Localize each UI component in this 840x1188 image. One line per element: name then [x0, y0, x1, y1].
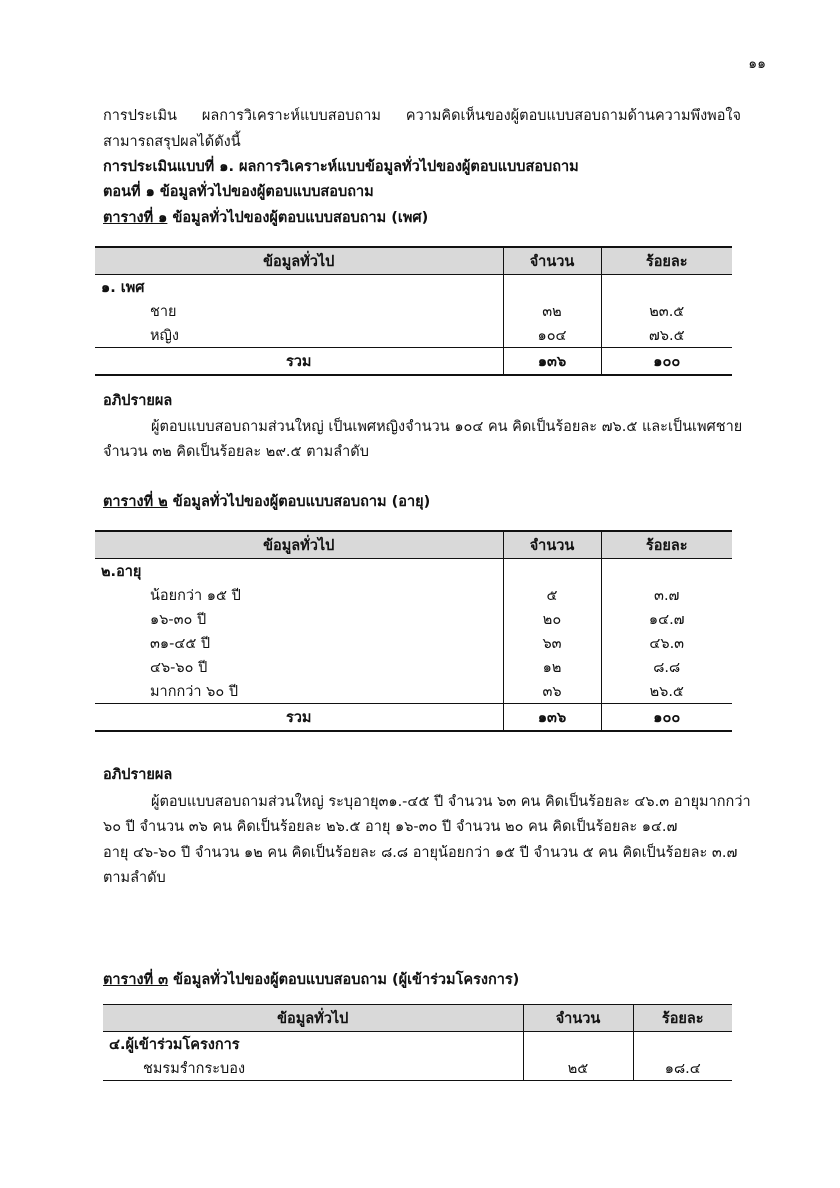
- total-count: ๑๓๖: [503, 704, 601, 732]
- discussion2-line3: อายุ ๔๖-๖๐ ปี จำนวน ๑๒ คน คิดเป็นร้อยละ ๘.๘ อายุน้อยกว่า ๑๕ ปี จำนวน ๕ คน คิดเป็นร้อยละ ๓.๗: [103, 845, 738, 861]
- discussion2-line4: ตามลำดับ: [103, 870, 166, 886]
- total-label: รวม: [95, 704, 503, 732]
- row-label: ๔๖-๖๐ ปี: [150, 659, 208, 676]
- header-count: จำนวน: [503, 247, 601, 275]
- row-count: ๒๐: [503, 607, 601, 631]
- header-count: จำนวน: [523, 1005, 633, 1032]
- row-label: ๑๖-๓๐ ปี: [150, 611, 207, 628]
- participant-table: [103, 1004, 732, 1081]
- row-count: ๓๖: [503, 679, 601, 704]
- table-header-row: [103, 1005, 732, 1032]
- row-percent: ๗๖.๕: [601, 323, 732, 348]
- row-percent: ๑๘.๔: [633, 1056, 732, 1081]
- assessment-heading: การประเมินแบบที่ ๑. ผลการวิเคราะห์แบบข้อมูลทั่วไปของผู้ตอบแบบสอบถาม: [103, 159, 579, 175]
- table1-caption: ตารางที่ ๑ ข้อมูลทั่วไปของผู้ตอบแบบสอบถาม (เพศ): [103, 210, 429, 226]
- discussion1-line1: ผู้ตอบแบบสอบถามส่วนใหญ่ เป็นเพศหญิงจำนวน ๑๐๔ คน คิดเป็นร้อยละ ๗๖.๕ และเป็นเพศชาย: [151, 419, 743, 435]
- table-row: [95, 631, 732, 655]
- header-general-info: ข้อมูลทั่วไป: [103, 1005, 523, 1032]
- age-table: [95, 530, 732, 732]
- row-percent: ๑๔.๗: [601, 607, 732, 631]
- discussion2-line1: ผู้ตอบแบบสอบถามส่วนใหญ่ ระบุอายุ๓๑.-๔๕ ปี จำนวน ๖๓ คน คิดเป็นร้อยละ ๔๖.๓ อายุมากกว่า: [151, 794, 751, 810]
- row-label: น้อยกว่า ๑๕ ปี: [150, 587, 241, 604]
- row-count: ๖๓: [503, 631, 601, 655]
- header-general-info: ข้อมูลทั่วไป: [95, 531, 503, 559]
- table-row: [95, 299, 732, 323]
- table-row: [95, 583, 732, 607]
- row-percent: ๒๖.๕: [601, 679, 732, 704]
- gender-table: [95, 246, 732, 376]
- table-total-row: [95, 704, 732, 732]
- table-total-row: [95, 348, 732, 376]
- group-label: ๔.ผู้เข้าร่วมโครงการ: [109, 1036, 240, 1053]
- section-heading: ตอนที่ ๑ ข้อมูลทั่วไปของผู้ตอบแบบสอบถาม: [103, 184, 374, 200]
- table-row: [103, 1056, 732, 1081]
- table-row: [95, 607, 732, 631]
- discussion2-title: อภิปรายผล: [103, 767, 173, 783]
- header-percent: ร้อยละ: [633, 1005, 732, 1032]
- row-label: ๓๑-๔๕ ปี: [150, 635, 211, 652]
- intro-paragraph: การประเมิน ผลการวิเคราะห์แบบสอบถาม ความคิดเห็นของผู้ตอบแบบสอบถามด้านความพึงพอใจ สามารถสรุปผลได้ดังนี้: [103, 108, 741, 150]
- discussion1-title: อภิปรายผล: [103, 393, 173, 409]
- row-count: ๕: [503, 583, 601, 607]
- header-count: จำนวน: [503, 531, 601, 559]
- row-label: มากกว่า ๖๐ ปี: [150, 683, 239, 700]
- row-count: ๓๒: [503, 299, 601, 323]
- row-percent: ๔๖.๓: [601, 631, 732, 655]
- row-percent: ๓.๗: [601, 583, 732, 607]
- discussion1-line2: จำนวน ๓๒ คิดเป็นร้อยละ ๒๙.๕ ตามลำดับ: [103, 444, 369, 460]
- table-header-row: [95, 531, 732, 559]
- header-percent: ร้อยละ: [601, 247, 732, 275]
- row-count: ๑๐๔: [503, 323, 601, 348]
- table-group-row: [103, 1032, 732, 1057]
- table3-caption: ตารางที่ ๓ ข้อมูลทั่วไปของผู้ตอบแบบสอบถาม (ผู้เข้าร่วมโครงการ): [103, 972, 520, 988]
- table-row: [95, 679, 732, 704]
- table-group-row: [95, 275, 732, 300]
- table-header-row: [95, 247, 732, 275]
- table-group-row: [95, 559, 732, 584]
- page-number: ๑๑: [748, 56, 766, 72]
- group-label: ๑. เพศ: [101, 279, 145, 296]
- group-label: ๒.อายุ: [101, 563, 142, 580]
- total-percent: ๑๐๐: [601, 704, 732, 732]
- header-percent: ร้อยละ: [601, 531, 732, 559]
- table-row: [95, 323, 732, 348]
- row-label: ชมรมรำกระบอง: [103, 1056, 523, 1081]
- total-count: ๑๓๖: [503, 348, 601, 376]
- discussion2-line2: ๖๐ ปี จำนวน ๓๖ คน คิดเป็นร้อยละ ๒๖.๕ อายุ ๑๖-๓๐ ปี จำนวน ๒๐ คน คิดเป็นร้อยละ ๑๔.๗: [103, 819, 678, 835]
- table2-caption: ตารางที่ ๒ ข้อมูลทั่วไปของผู้ตอบแบบสอบถาม (อายุ): [103, 494, 431, 510]
- row-label: หญิง: [150, 327, 179, 344]
- row-percent: ๒๓.๕: [601, 299, 732, 323]
- row-percent: ๘.๘: [601, 655, 732, 679]
- row-count: ๒๕: [523, 1056, 633, 1081]
- total-percent: ๑๐๐: [601, 348, 732, 376]
- header-general-info: ข้อมูลทั่วไป: [95, 247, 503, 275]
- row-count: ๑๒: [503, 655, 601, 679]
- total-label: รวม: [95, 348, 503, 376]
- row-label: ชาย: [150, 303, 177, 320]
- table-row: [95, 655, 732, 679]
